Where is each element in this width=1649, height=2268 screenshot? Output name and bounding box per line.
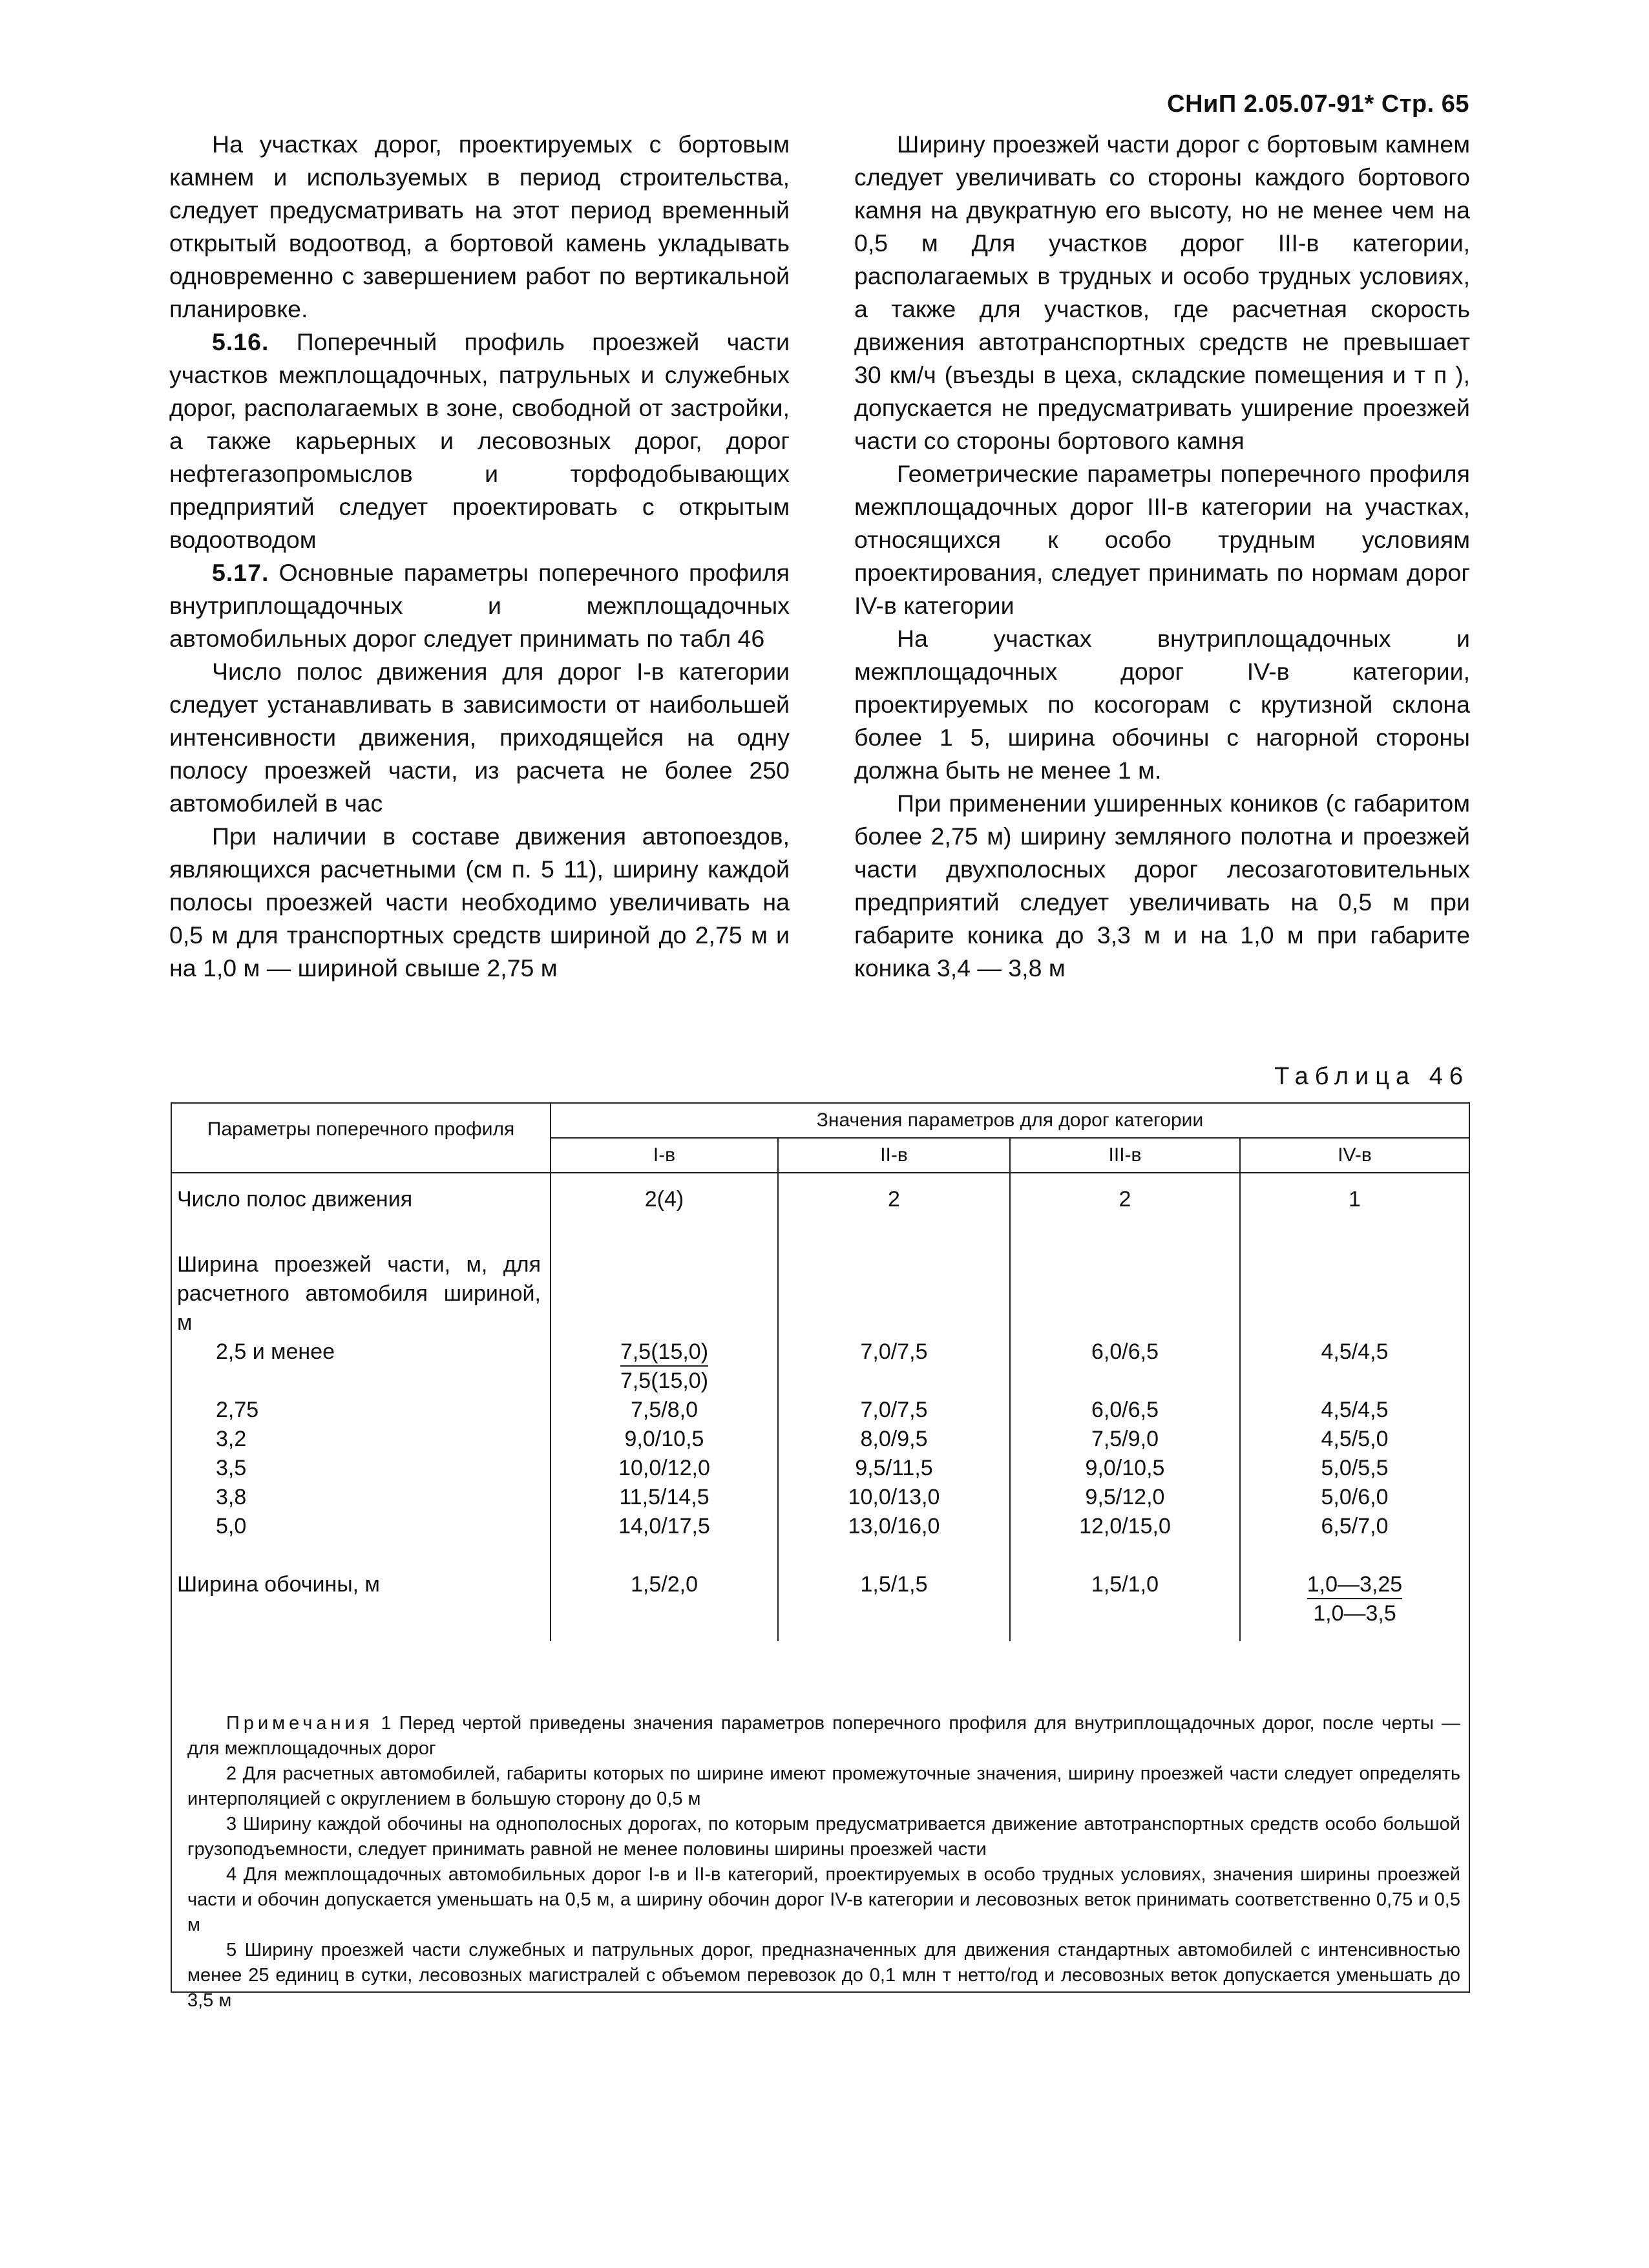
table-cell: 2 (778, 1173, 1010, 1250)
table-row (172, 1483, 1469, 1512)
paragraph-5-16: 5.16. Поперечный профиль проезжей части участков межплощадочных, патрульных и служебных дорог, располагаемых в зоне, свободной от застройки, а также карьерных и лесовозных дорог, дорог нефтегазопромыслов и торфодобывающих предприятий следует проектировать с открытым водоотводом (169, 328, 790, 553)
column-header-category: IV-в (1240, 1138, 1469, 1173)
row-label: Число полос движения (172, 1173, 551, 1250)
table-row-shoulder (172, 1541, 1469, 1641)
table-cell: 6,5/7,0 (1321, 1514, 1389, 1538)
vehicle-width: 2,5 и менее (216, 1339, 335, 1364)
row-label: Ширина обочины, м (172, 1541, 551, 1641)
table-cell: 4,5/4,5 (1321, 1398, 1389, 1422)
paragraph: При наличии в составе движения автопоездов, являющихся расчетными (см п. 5 11), ширину каждой полосы проезжей части необходимо увеличивать на 0,5 м для транспортных средств шириной до 2,75 м и на 1,0 м — шириной свыше 2,75 м (169, 823, 790, 982)
table-cell: 9,0/10,5 (551, 1425, 778, 1454)
table-cell: 13,0/16,0 (778, 1512, 1010, 1541)
note: 2 Для расчетных автомобилей, габариты которых по ширине имеют промежуточные значения, ширину проезжей части следует определять интерполяцией с округлением в большую сторону до 0,5 м (187, 1763, 1460, 1809)
table-cell: 9,0/10,5 (1010, 1454, 1240, 1483)
table-cell: 9,5/11,5 (778, 1454, 1010, 1483)
table-cell: 7,0/7,5 (778, 1338, 1010, 1396)
table-cell: 4,5/5,0 (1321, 1427, 1389, 1451)
table-cell: 11,5/14,5 (551, 1483, 778, 1512)
table-cell: 4,5/4,5 (1321, 1339, 1389, 1364)
paragraph-5-17: 5.17. Основные параметры поперечного профиля внутриплощадочных и межплощадочных автомобильных дорог следует принимать по табл 46 (169, 559, 790, 652)
column-header-parameters: Параметры поперечного профиля (172, 1104, 551, 1173)
table-cell: 1,5/1,5 (778, 1541, 1010, 1641)
vehicle-width: 3,2 (216, 1427, 247, 1451)
note: 5 Ширину проезжей части служебных и патрульных дорог, предназначенных для движения стандартных автомобилей с интенсивностью менее 25 единиц в сутки, лесовозных магистралей с объемом перевозок до 0,1 млн т нетто/год и лесовозных веток допускается уменьшать до 3,5 м (187, 1940, 1460, 2011)
table-row-lanes (172, 1173, 1469, 1250)
page-header: СНиП 2.05.07-91* Стр. 65 (1167, 90, 1469, 118)
table-row (172, 1338, 1469, 1396)
table-cell: 8,0/9,5 (778, 1425, 1010, 1454)
note: 3 Ширину каждой обочины на однополосных дорогах, по которым предусматривается движение автотранспортных средств особо большой грузоподъемности, следует принимать равной не менее половины ширины проезжей части (187, 1814, 1460, 1860)
table-cell: 7,0/7,5 (778, 1396, 1010, 1425)
table-caption: Таблица 46 (1274, 1063, 1469, 1090)
paragraph: Геометрические параметры поперечного профиля межплощадочных дорог III-в категории на участках, относящихся к особо трудным условиям проектирования, следует принимать по нормам дорог IV-в категории (854, 460, 1470, 619)
table-cell: 9,5/12,0 (1010, 1483, 1240, 1512)
parameters-table (172, 1104, 1469, 1641)
table-cell: 6,0/6,5 (1010, 1396, 1240, 1425)
note: Примечания 1 Перед чертой приведены значения параметров поперечного профиля для внутриплощадочных дорог, после черты — для межплощадочных дорог (187, 1713, 1461, 1759)
paragraph: Число полос движения для дорог I-в категории следует устанавливать в зависимости от наибольшей интенсивности движения, приходящейся на одну полосу проезжей части, из расчета не более 250 автомобилей в час (169, 658, 790, 817)
column-header-category: I-в (551, 1138, 778, 1173)
table-row (172, 1512, 1469, 1541)
vehicle-width: 3,5 (216, 1456, 247, 1480)
table-cell: 5,0/5,5 (1321, 1456, 1389, 1480)
table-cell: 6,0/6,5 (1010, 1338, 1240, 1396)
table-cell: 2 (1010, 1173, 1240, 1250)
table-row (172, 1454, 1469, 1483)
paragraph: На участках внутриплощадочных и межплощадочных дорог IV-в категории, проектируемых по косогорам с крутизной склона более 1 5, ширина обочины с нагорной стороны должна быть не менее 1 м. (854, 625, 1470, 784)
table-cell: 1,5/2,0 (551, 1541, 778, 1641)
table-cell: 10,0/13,0 (778, 1483, 1010, 1512)
table-cell-fraction: 7,5(15,0) 7,5(15,0) (551, 1338, 778, 1396)
row-label: Ширина проезжей части, м, для расчетного автомобиля шириной, м (172, 1250, 551, 1338)
vehicle-width: 3,8 (216, 1485, 247, 1509)
table-row-width-label (172, 1250, 1469, 1338)
table-row (172, 1396, 1469, 1425)
table-notes (187, 1711, 1460, 2013)
table-cell-fraction: 1,0—3,25 1,0—3,5 (1307, 1572, 1403, 1626)
paragraph: На участках дорог, проектируемых с бортовым камнем и используемых в период строительства, следует предусматривать на этот период временный открытый водоотвод, а бортовой камень укладывать одновременно с завершением работ по вертикальной планировке. (169, 131, 790, 322)
paragraph: Ширину проезжей части дорог с бортовым камнем следует увеличивать со стороны каждого бортового камня на двукратную его высоту, но не менее чем на 0,5 м Для участков дорог III-в категории, располагаемых в трудных и особо трудных условиях, а также для участков, где расчетная скорость движения автотранспортных средств не превышает 30 км/ч (въезды в цеха, складские помещения и т п ), допускается не предусматривать уширение проезжей части со стороны бортового камня (854, 131, 1470, 454)
column-header-category: III-в (1010, 1138, 1240, 1173)
note: 4 Для межплощадочных автомобильных дорог I-в и II-в категорий, проектируемых в особо трудных условиях, значения ширины проезжей части и обочин допускается уменьшать на 0,5 м, а ширину обочин дорог IV-в категории и лесовозных веток принимать соответственно 0,75 и 0,5 м (187, 1864, 1460, 1935)
table-cell: 10,0/12,0 (551, 1454, 778, 1483)
left-column (169, 128, 790, 985)
table-cell: 5,0/6,0 (1321, 1485, 1389, 1509)
table-cell: 7,5/8,0 (551, 1396, 778, 1425)
table-cell: 14,0/17,5 (551, 1512, 778, 1541)
table-cell: 1 (1349, 1187, 1361, 1212)
table-cell: 1,5/1,0 (1010, 1541, 1240, 1641)
table-cell: 12,0/15,0 (1010, 1512, 1240, 1541)
column-header-group: Значения параметров для дорог категории (551, 1104, 1469, 1138)
vehicle-width: 2,75 (216, 1398, 259, 1422)
column-header-category: II-в (778, 1138, 1010, 1173)
table-cell: 7,5/9,0 (1010, 1425, 1240, 1454)
right-column (854, 128, 1470, 985)
table-cell: 2(4) (551, 1173, 778, 1250)
vehicle-width: 5,0 (216, 1514, 247, 1538)
table-row (172, 1425, 1469, 1454)
paragraph: При применении уширенных коников (с габаритом более 2,75 м) ширину земляного полотна и проезжей части двухполосных дорог лесозаготовительных предприятий следует увеличивать на 0,5 м при габарите коника до 3,3 м и на 1,0 м при габарите коника 3,4 — 3,8 м (854, 790, 1470, 982)
